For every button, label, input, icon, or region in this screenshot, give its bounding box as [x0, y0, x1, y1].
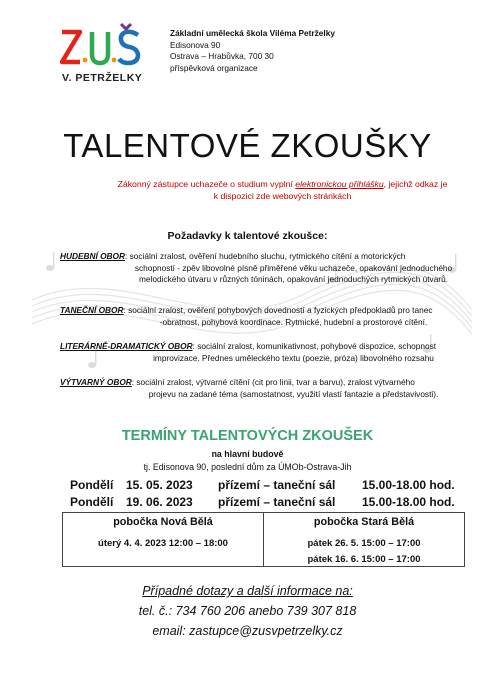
music-line3: melodického útvaru v různých tóninách, opakování jednoduchých rytmických útvarů.	[139, 274, 448, 284]
contact-question: Případné dotazy a další informace na:	[142, 584, 353, 598]
term-day: Pondělí	[70, 495, 114, 509]
contact-email[interactable]: email: zastupce@zusvpetrzelky.cz	[152, 624, 343, 638]
label-art: VÝTVARNÝ OBOR	[60, 377, 132, 387]
school-city: Ostrava – Hrabůvka, 700 30	[170, 51, 274, 61]
term-time: 15.00-18.00 hod.	[362, 495, 455, 509]
school-name: Základní umělecká škola Viléma Petrželky	[170, 28, 335, 38]
school-street: Edisonova 90	[170, 39, 221, 50]
drama-line1: : sociální zralost, komunikativnost, pohybové dispozice, schopnost	[192, 341, 437, 351]
art-line2: projevu na zadané téma (samostatnost, využití vlastí fantazie a představivosti).	[148, 388, 439, 399]
intro-before: Zákonný zástupce uchazeče o studium vyplní	[117, 179, 296, 189]
terms-subheading: na hlavní budově	[211, 449, 284, 459]
branch-date: pátek 16. 6. 15:00 – 17:00	[307, 554, 421, 565]
requirement-music	[60, 251, 465, 286]
branch-name: pobočka Nová Bělá	[113, 516, 213, 528]
school-info	[170, 28, 335, 74]
application-link[interactable]: elektronickou přihlášku	[295, 179, 384, 189]
drama-line2: improvizace. Přednes uměleckého textu (poezie, próza) libovolného rozsahu	[153, 352, 434, 363]
label-dance: TANEČNÍ OBOR	[60, 305, 124, 315]
branches-table	[62, 512, 465, 567]
music-line1: : sociální zralost, ověření hudebního sluchu, rytmického cítění a motorických	[125, 251, 406, 261]
music-line2: schopností - zpěv libovolné písně přiměřené věku uchazeče, opakování jednoduchého	[134, 262, 453, 273]
school-type: příspěvková organizace	[170, 62, 258, 73]
requirements-heading: Požadavky k talentové zkoušce:	[167, 230, 328, 242]
requirement-art	[60, 377, 465, 400]
logo-subtitle: V. PETRŽELKY	[62, 72, 143, 84]
intro-text	[110, 178, 455, 202]
term-date: 15. 05. 2023	[126, 478, 193, 492]
dance-line2: -obratnost, pohybová koordinace. Rytmické, hudební a prostorové cítění.	[159, 316, 428, 327]
requirement-dance	[60, 305, 465, 328]
contact-phone: tel. č.: 734 760 206 anebo 739 307 818	[138, 604, 357, 618]
term-time: 15.00-18.00 hod.	[362, 478, 455, 492]
requirement-drama	[60, 341, 465, 364]
term-place: přízemí – taneční sál	[218, 495, 336, 509]
intro-line2: k dispozici zde webových stránkách	[213, 191, 352, 201]
art-line1: : sociální zralost, výtvarné cítění (cit pro linii, tvar a barvu), zralost výtvarného	[131, 377, 415, 387]
page-title: TALENTOVÉ ZKOUŠKY	[63, 127, 432, 164]
term-date: 19. 06. 2023	[126, 495, 193, 509]
branch-stara-bela	[263, 513, 464, 566]
branch-date: úterý 4. 4. 2023 12:00 – 18:00	[98, 538, 228, 549]
term-day: Pondělí	[70, 478, 114, 492]
terms-heading: TERMÍNY TALENTOVÝCH ZKOUŠEK	[121, 428, 374, 444]
label-music: HUDEBNÍ OBOR	[60, 251, 125, 261]
term-place: přízemí – taneční sál	[218, 478, 336, 492]
dance-line1: : sociální zralost, ověření pohybových dovedností a fyzických předpokladů pro tanec	[123, 305, 433, 315]
branch-nova-bela	[63, 513, 263, 566]
intro-after: , jejichž odkaz je	[383, 179, 448, 189]
branch-name: pobočka Stará Bělá	[313, 516, 415, 528]
label-drama: LITERÁRNĚ-DRAMATICKÝ OBOR	[60, 341, 193, 351]
branch-date: pátek 26. 5. 15:00 – 17:00	[307, 538, 421, 549]
terms-address: tj. Edisonova 90, poslední dům za ÚMOb-Ostrava-Jih	[143, 462, 352, 472]
